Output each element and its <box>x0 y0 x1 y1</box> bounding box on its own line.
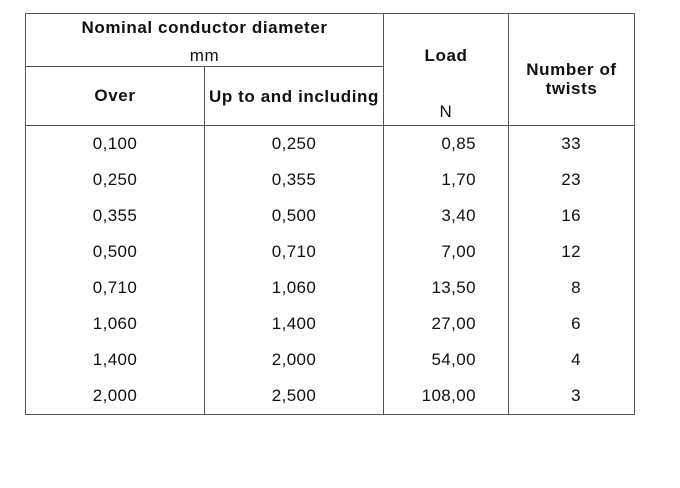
cell-up-to: 0,355 <box>205 162 384 198</box>
cell-twists: 3 <box>509 378 635 415</box>
header-number-of-twists <box>509 14 635 126</box>
cell-twists: 4 <box>509 342 635 378</box>
table-row <box>26 198 635 234</box>
cell-over: 1,060 <box>26 306 205 342</box>
cell-twists: 16 <box>509 198 635 234</box>
cell-up-to: 2,500 <box>205 378 384 415</box>
cell-over: 0,500 <box>26 234 205 270</box>
cell-up-to: 0,500 <box>205 198 384 234</box>
cell-load: 108,00 <box>384 378 509 415</box>
load-title: Load <box>424 46 468 65</box>
cell-up-to: 0,710 <box>205 234 384 270</box>
table-row <box>26 270 635 306</box>
cell-up-to: 1,060 <box>205 270 384 306</box>
header-over: Over <box>26 67 205 126</box>
twists-title: Number of twists <box>526 60 617 98</box>
cell-twists: 6 <box>509 306 635 342</box>
cell-over: 0,710 <box>26 270 205 306</box>
cell-up-to: 1,400 <box>205 306 384 342</box>
cell-load: 27,00 <box>384 306 509 342</box>
table-row <box>26 378 635 415</box>
cell-twists: 33 <box>509 126 635 163</box>
cell-load: 3,40 <box>384 198 509 234</box>
header-load <box>384 14 509 126</box>
table-row <box>26 162 635 198</box>
table-row <box>26 234 635 270</box>
cell-twists: 23 <box>509 162 635 198</box>
cell-twists: 12 <box>509 234 635 270</box>
cell-over: 1,400 <box>26 342 205 378</box>
table-row <box>26 126 635 163</box>
cell-twists: 8 <box>509 270 635 306</box>
cell-load: 1,70 <box>384 162 509 198</box>
cell-over: 2,000 <box>26 378 205 415</box>
table-row <box>26 342 635 378</box>
cell-up-to: 0,250 <box>205 126 384 163</box>
table-row <box>26 306 635 342</box>
header-up-to-and-including: Up to and including <box>205 67 384 126</box>
cell-up-to: 2,000 <box>205 342 384 378</box>
cell-load: 0,85 <box>384 126 509 163</box>
twist-test-table <box>25 13 635 415</box>
cell-load: 13,50 <box>384 270 509 306</box>
diameter-unit: mm <box>189 46 220 65</box>
header-nominal-diameter <box>26 14 384 67</box>
cell-load: 7,00 <box>384 234 509 270</box>
diameter-title: Nominal conductor diameter <box>81 18 328 37</box>
cell-over: 0,100 <box>26 126 205 163</box>
cell-over: 0,250 <box>26 162 205 198</box>
cell-over: 0,355 <box>26 198 205 234</box>
cell-load: 54,00 <box>384 342 509 378</box>
load-unit: N <box>439 102 453 121</box>
